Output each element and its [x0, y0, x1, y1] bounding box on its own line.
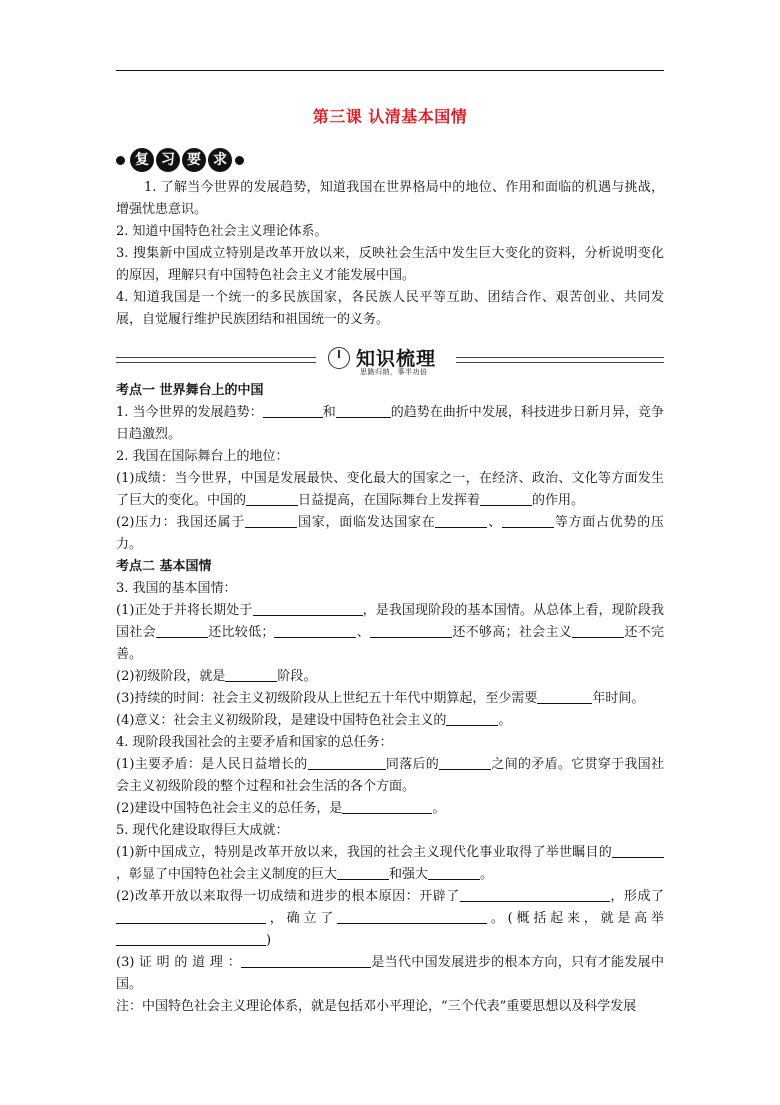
kp2-q4-2 — [116, 798, 664, 820]
question-text: (2)初级阶段，就是 — [116, 669, 226, 684]
question-text: (3) 证 明 的 道 理 ： — [116, 955, 242, 970]
question-text: 国家，面临发达国家在 — [297, 515, 436, 530]
kp1-title: 考点一 世界舞台上的中国 — [116, 383, 264, 398]
badge-char: 习 — [156, 148, 180, 172]
question-text: (3)持续的时间：社会主义初级阶段从上世纪五十年代中期算起，至少需要 — [116, 691, 538, 706]
question-text: 。 — [498, 713, 512, 728]
section-subtitle: 思路归纳，事半功倍 — [360, 368, 428, 376]
kp2-q4: 4. 现阶段我国社会的主要矛盾和国家的总任务： — [116, 735, 393, 750]
answer-blank[interactable] — [480, 491, 532, 506]
answer-blank[interactable] — [572, 623, 624, 638]
kp2-q5-2 — [116, 886, 664, 952]
answer-blank[interactable] — [263, 403, 323, 418]
kp1-q2: 2. 我国在国际舞台上的地位： — [116, 449, 289, 464]
answer-blank[interactable] — [342, 799, 432, 814]
answer-blank[interactable] — [337, 865, 389, 880]
question-text: (1)新中国成立，特别是改革开放以来，我国的社会主义现代化事业取得了举世瞩目的 — [116, 845, 612, 860]
question-text: 的作用。 — [532, 493, 585, 508]
question-text: 日益提高，在国际舞台上发挥着 — [298, 493, 481, 508]
answer-blank[interactable] — [225, 667, 277, 682]
badge-char: 求 — [208, 148, 232, 172]
requirement-item: 1. 了解当今世界的发展趋势，知道我国在世界格局中的地位、作用和面临的机遇与挑战，增强忧患意识。 — [116, 180, 664, 217]
answer-blank[interactable] — [156, 623, 208, 638]
answer-blank[interactable] — [246, 491, 298, 506]
question-text: (1)正处于并将长期处于 — [116, 603, 253, 618]
kp1-q1 — [116, 402, 664, 446]
header-double-rule — [116, 357, 316, 363]
badge-dot — [116, 156, 125, 165]
answer-blank[interactable] — [537, 689, 592, 704]
question-text: 。(概括起来，就是高举 — [487, 911, 664, 926]
knowledge-points — [116, 380, 664, 1018]
question-text: ，是我国现阶段的基本国情。从总体上看，现阶段我国社会 — [116, 603, 664, 640]
kp2-q4-1 — [116, 754, 664, 798]
answer-blank[interactable] — [435, 513, 487, 528]
question-text: 同落后的 — [385, 757, 440, 772]
answer-blank[interactable] — [460, 887, 610, 902]
question-text: 和强大 — [389, 867, 429, 882]
question-text: ，彰显了中国特色社会主义制度的巨大 — [116, 867, 338, 882]
section-heading: 知识梳理 — [356, 348, 437, 370]
question-text: 还比较低； — [207, 625, 275, 640]
review-requirements-badge — [116, 147, 244, 173]
question-text: ，形成了 — [609, 889, 664, 904]
answer-blank[interactable] — [308, 755, 386, 770]
question-text: 、 — [487, 515, 502, 530]
question-text: 之间的矛盾。它贯穿于我国社会主义初级阶段的整个过程和社会生活的各个方面。 — [116, 757, 664, 794]
question-text: ，确立了 — [266, 911, 338, 926]
top-rule — [116, 70, 664, 71]
question-text: (2)建设中国特色社会主义的总任务，是 — [116, 801, 343, 816]
question-text: 1. 当今世界的发展趋势： — [116, 405, 263, 420]
badge-char: 复 — [130, 148, 154, 172]
answer-blank[interactable] — [337, 909, 487, 924]
question-text: ) — [266, 933, 272, 948]
kp1-q2-2 — [116, 512, 664, 556]
kp2-q3: 3. 我国的基本国情： — [116, 581, 237, 596]
requirements-list — [116, 177, 664, 331]
question-text: 还不完善。 — [116, 625, 664, 662]
question-text: (1)主要矛盾：是人民日益增长的 — [116, 757, 308, 772]
question-text: 还不够高；社会主义 — [452, 625, 573, 640]
answer-blank[interactable] — [428, 865, 480, 880]
compass-icon — [328, 347, 350, 369]
answer-blank[interactable] — [253, 601, 363, 616]
question-text: (2)改革开放以来取得一切成绩和进步的根本原因：开辟了 — [116, 889, 460, 904]
answer-blank[interactable] — [241, 953, 371, 968]
question-text: 和 — [322, 405, 336, 420]
question-text: 阶段。 — [277, 669, 317, 684]
question-text: 。 — [480, 867, 494, 882]
kp1-q2-1 — [116, 468, 664, 512]
question-text: 、 — [356, 625, 371, 640]
question-text: 。 — [432, 801, 446, 816]
answer-blank[interactable] — [446, 711, 498, 726]
kp2-q3-1 — [116, 600, 664, 666]
header-double-rule — [456, 357, 664, 363]
requirement-item: 3. 搜集新中国成立特别是改革开放以来，反映社会生活中发生巨大变化的资料，分析说明变化的原因，理解只有中国特色社会主义才能发展中国。 — [116, 246, 664, 283]
badge-dot — [235, 156, 244, 165]
badge-char: 要 — [182, 148, 206, 172]
question-text: 等方面占优势的压力。 — [116, 515, 664, 552]
answer-blank[interactable] — [116, 909, 266, 924]
kp2-q5: 5. 现代化建设取得巨大成就： — [116, 823, 289, 838]
answer-blank[interactable] — [439, 755, 491, 770]
question-text: 的趋势在曲折中发展，科技进步日新月异，竞争日趋激烈。 — [116, 405, 664, 442]
question-text: (4)意义：社会主义初级阶段，是建设中国特色社会主义的 — [116, 713, 447, 728]
kp2-q5-3 — [116, 952, 664, 996]
kp2-q5-1 — [116, 842, 664, 886]
question-text: (1)成绩：当今世界，中国是发展最快、变化最大的国家之一，在经济、政治、文化等方面发生了巨大的变化。中国的 — [116, 471, 664, 508]
answer-blank[interactable] — [245, 513, 297, 528]
question-text: 年时间。 — [592, 691, 645, 706]
question-text: 是当代中国发展进步的根本方向，只有才能发展中国。 — [116, 955, 664, 992]
kp2-note: 注：中国特色社会主义理论体系，就是包括邓小平理论，“三个代表”重要思想以及科学发展 — [116, 999, 637, 1014]
answer-blank[interactable] — [116, 931, 266, 946]
answer-blank[interactable] — [612, 843, 664, 858]
kp2-q3-4 — [116, 710, 664, 732]
kp2-q3-3 — [116, 688, 664, 710]
answer-blank[interactable] — [370, 623, 452, 638]
knowledge-section-header — [116, 344, 664, 378]
requirement-item: 2. 知道中国特色社会主义理论体系。 — [116, 224, 328, 239]
kp2-q3-2 — [116, 666, 664, 688]
lesson-title: 第三课 认清基本国情 — [312, 107, 468, 126]
requirement-item: 4. 知道我国是一个统一的多民族国家，各民族人民平等互助、团结合作、艰苦创业、共同发展，自觉履行维护民族团结和祖国统一的义务。 — [116, 290, 664, 327]
question-text: (2)压力：我国还属于 — [116, 515, 246, 530]
answer-blank[interactable] — [274, 623, 356, 638]
answer-blank[interactable] — [336, 403, 391, 418]
kp2-title: 考点二 基本国情 — [116, 559, 212, 574]
answer-blank[interactable] — [502, 513, 554, 528]
